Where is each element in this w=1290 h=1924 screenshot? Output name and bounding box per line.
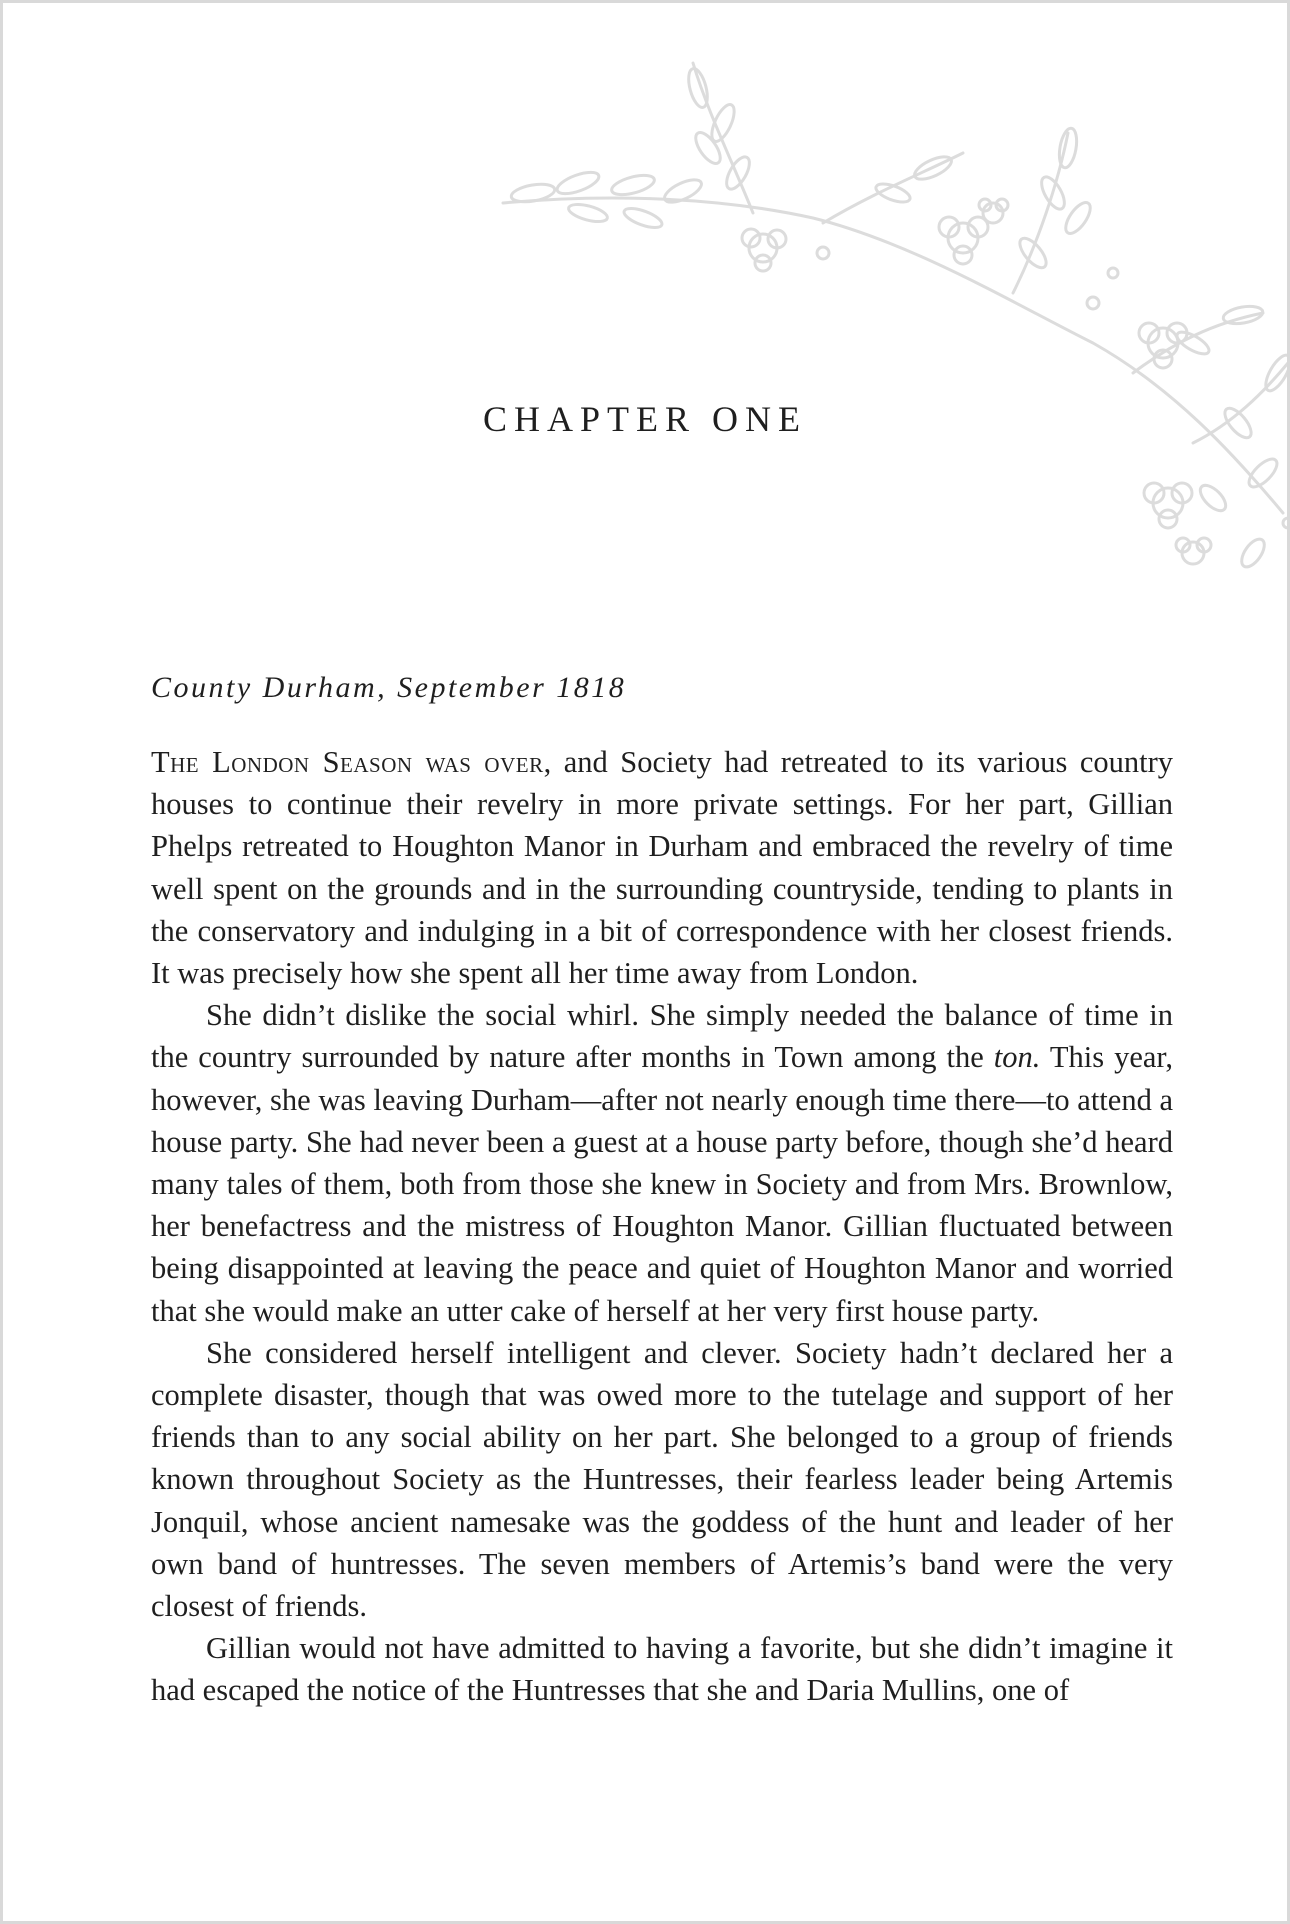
chapter-body <box>151 741 1173 1712</box>
paragraph-text: She considered herself intelligent and clever. Society hadn’t declared her a complete disaster, though that was owed more to the tutelage and support of her friends than to any social ability on her part. She belonged to a group of friends known throughout Society as the Huntresses, their fearless leader being Artemis Jonquil, whose ancient namesake was the goddess of the hunt and leader of her own band of huntresses. The seven members of Artemis’s band were the very closest of friends. <box>151 1335 1173 1624</box>
paragraph-lead-in: The London Season was over <box>151 745 544 779</box>
paragraph <box>151 1332 1173 1627</box>
floral-vine-icon <box>493 43 1290 623</box>
paragraph <box>151 994 1173 1332</box>
paragraph-italic: ton. <box>993 1040 1041 1075</box>
chapter-location: County Durham, September 1818 <box>151 671 627 704</box>
paragraph-text: This year, however, she was leaving Durham—after not nearly enough time there—to attend a house party. She had never been a guest at a house party before, though she’d heard many tales of them, both from those she knew in Society and from Mrs. Brownlow, her benefactress and the mistress of Houghton Manor. Gillian fluctuated between being disappointed at leaving the peace and quiet of Houghton Manor and worried that she would make an utter cake of herself at her very first house party. <box>151 1040 1173 1328</box>
chapter-title: CHAPTER ONE <box>482 399 807 439</box>
paragraph <box>151 1627 1173 1711</box>
paragraph <box>151 741 1173 994</box>
paragraph-text: Gillian would not have admitted to having a favorite, but she didn’t imagine it had escaped the notice of the Huntresses that she and Daria Mullins, one of <box>151 1631 1173 1708</box>
paragraph-text: , and Society had retreated to its various country houses to continue their revelry in more private settings. For her part, Gillian Phelps retreated to Houghton Manor in Durham and embraced the revelry of time well spent on the grounds and in the surrounding countryside, tending to plants in the conservatory and indulging in a bit of correspondence with her closest friends. It was precisely how she spent all her time away from London. <box>151 745 1173 991</box>
paragraph-text: She didn’t dislike the social whirl. She simply needed the balance of time in the country surrounded by nature after months in Town among the <box>151 998 1173 1075</box>
